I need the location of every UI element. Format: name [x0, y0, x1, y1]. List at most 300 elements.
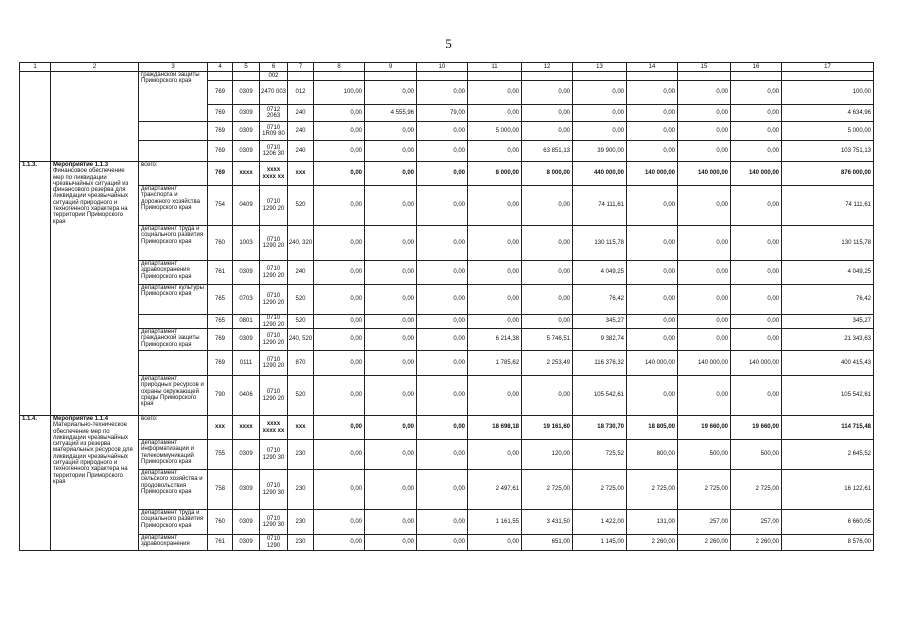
value-cell: 0,00: [522, 122, 573, 141]
table-row: [20, 440, 874, 470]
executor-cell: гражданской защиты Приморского края: [139, 72, 208, 122]
code-cell: 769: [208, 162, 233, 186]
value-cell: 8 576,00: [782, 535, 874, 551]
value-cell: 0,00: [314, 351, 365, 376]
value-cell: 0,00: [417, 81, 468, 105]
column-header: 3: [139, 63, 208, 72]
value-cell: 0,00: [731, 261, 782, 285]
value-cell: 0,00: [417, 122, 468, 141]
value-cell: 0,00: [678, 122, 731, 141]
code-cell: 754: [208, 186, 233, 226]
value-cell: 21 343,63: [782, 329, 874, 351]
value-cell: 0,00: [468, 81, 522, 105]
executor-cell: департамент здравоохранения Приморского края: [139, 261, 208, 285]
table-row: [20, 470, 874, 510]
value-cell: 0,00: [314, 105, 365, 122]
value-cell: 0,00: [522, 315, 573, 329]
value-cell: 0,00: [365, 351, 417, 376]
executor-cell: всего:: [139, 416, 208, 440]
code-cell: 1003: [233, 226, 260, 261]
code-cell: 769: [208, 122, 233, 141]
code-cell: 0710 1290 20: [260, 186, 288, 226]
value-cell: 0,00: [314, 510, 365, 535]
value-cell: 0,00: [365, 440, 417, 470]
value-cell: 0,00: [417, 470, 468, 510]
value-cell: 0,00: [365, 329, 417, 351]
code-cell: 760: [208, 510, 233, 535]
code-cell: 0309: [233, 329, 260, 351]
value-cell: 0,00: [731, 105, 782, 122]
code-cell: 0406: [233, 376, 260, 416]
value-cell: 0,00: [365, 186, 417, 226]
value-cell: 0,00: [468, 440, 522, 470]
value-cell: 0,00: [365, 470, 417, 510]
code-cell: 0309: [233, 141, 260, 162]
code-cell: 761: [208, 535, 233, 551]
table-row: [20, 510, 874, 535]
value-cell: 0,00: [573, 81, 627, 105]
value-cell: 345,27: [782, 315, 874, 329]
code-cell: 0710 1290 20: [260, 315, 288, 329]
value-cell: 103 751,13: [782, 141, 874, 162]
value-cell: 0,00: [417, 535, 468, 551]
code-cell: 0703: [233, 285, 260, 315]
table-row: [20, 329, 874, 351]
value-cell: 0,00: [468, 261, 522, 285]
table-row: [20, 122, 874, 141]
value-cell: [417, 72, 468, 81]
table-row: [20, 376, 874, 416]
value-cell: 0,00: [678, 141, 731, 162]
column-header: 8: [314, 63, 365, 72]
value-cell: 345,27: [573, 315, 627, 329]
executor-cell: департамент транспорта и дорожного хозяйства Приморского края: [139, 186, 208, 226]
executor-cell: всего:: [139, 162, 208, 186]
code-cell: 0710 1290 20: [260, 376, 288, 416]
value-cell: 0,00: [731, 186, 782, 226]
code-cell: 0710 1290 20: [260, 285, 288, 315]
code-cell: 0409: [233, 186, 260, 226]
value-cell: 2 260,00: [678, 535, 731, 551]
value-cell: 0,00: [627, 226, 678, 261]
executor-cell: департамент информатизации и телекоммуникаций Приморского края: [139, 440, 208, 470]
code-cell: 240, 520: [288, 329, 314, 351]
code-cell: 230: [288, 535, 314, 551]
value-cell: 2 260,00: [627, 535, 678, 551]
value-cell: 0,00: [314, 162, 365, 186]
code-cell: 240, 320: [288, 226, 314, 261]
value-cell: 0,00: [417, 376, 468, 416]
value-cell: 0,00: [417, 226, 468, 261]
code-cell: 0710 1290 20: [260, 329, 288, 351]
code-cell: 769: [208, 351, 233, 376]
value-cell: 257,00: [731, 510, 782, 535]
value-cell: 0,00: [627, 329, 678, 351]
value-cell: 0,00: [627, 141, 678, 162]
measure-cell: [51, 72, 139, 162]
code-cell: ххх: [288, 416, 314, 440]
code-cell: 758: [208, 470, 233, 510]
value-cell: 0,00: [573, 122, 627, 141]
value-cell: 0,00: [314, 141, 365, 162]
value-cell: 9 382,74: [573, 329, 627, 351]
value-cell: 76,42: [573, 285, 627, 315]
value-cell: 0,00: [417, 510, 468, 535]
value-cell: 0,00: [365, 162, 417, 186]
code-cell: 0710 1R09 80: [260, 122, 288, 141]
value-cell: 0,00: [314, 440, 365, 470]
value-cell: 120,00: [522, 440, 573, 470]
number-cell: [20, 72, 51, 162]
code-cell: 0309: [233, 510, 260, 535]
code-cell: хххх: [233, 416, 260, 440]
column-header: 9: [365, 63, 417, 72]
value-cell: 0,00: [468, 141, 522, 162]
value-cell: 500,00: [731, 440, 782, 470]
value-cell: [627, 72, 678, 81]
value-cell: 16 122,61: [782, 470, 874, 510]
value-cell: 400 415,43: [782, 351, 874, 376]
code-cell: 0309: [233, 440, 260, 470]
value-cell: 19 660,00: [678, 416, 731, 440]
code-cell: 790: [208, 376, 233, 416]
code-cell: 520: [288, 315, 314, 329]
column-header: 15: [678, 63, 731, 72]
value-cell: 2 725,00: [678, 470, 731, 510]
code-cell: 755: [208, 440, 233, 470]
column-number-row: [20, 63, 874, 72]
value-cell: 2 725,00: [573, 470, 627, 510]
value-cell: [314, 72, 365, 81]
code-cell: 0309: [233, 261, 260, 285]
code-cell: 240: [288, 105, 314, 122]
value-cell: 0,00: [468, 315, 522, 329]
value-cell: 0,00: [627, 315, 678, 329]
column-header: 7: [288, 63, 314, 72]
code-cell: 002: [260, 72, 288, 81]
column-header: 16: [731, 63, 782, 72]
measure-description: [51, 416, 139, 551]
value-cell: 0,00: [417, 141, 468, 162]
value-cell: 0,00: [678, 376, 731, 416]
value-cell: 76,42: [782, 285, 874, 315]
code-cell: 769: [208, 105, 233, 122]
code-cell: [208, 72, 233, 81]
measure-number: 1.1.3.: [20, 162, 51, 416]
code-cell: 0712 2063: [260, 105, 288, 122]
code-cell: 769: [208, 141, 233, 162]
code-cell: 0309: [233, 122, 260, 141]
code-cell: 240: [288, 141, 314, 162]
column-header: 13: [573, 63, 627, 72]
value-cell: 0,00: [522, 81, 573, 105]
value-cell: 140 000,00: [627, 162, 678, 186]
value-cell: 0,00: [314, 186, 365, 226]
executor-cell: департамент сельского хозяйства и продовольствия Приморского края: [139, 470, 208, 510]
value-cell: 0,00: [417, 162, 468, 186]
value-cell: 4 634,96: [782, 105, 874, 122]
value-cell: 3 431,50: [522, 510, 573, 535]
value-cell: 0,00: [522, 261, 573, 285]
value-cell: 79,00: [417, 105, 468, 122]
value-cell: 1 161,55: [468, 510, 522, 535]
code-cell: 769: [208, 81, 233, 105]
value-cell: 0,00: [365, 81, 417, 105]
value-cell: 4 049,25: [573, 261, 627, 285]
value-cell: 0,00: [627, 261, 678, 285]
value-cell: 0,00: [365, 261, 417, 285]
code-cell: 0710 1290 30: [260, 510, 288, 535]
executor-cell: департамент гражданской защиты Приморского края: [139, 329, 208, 351]
value-cell: 5 746,51: [522, 329, 573, 351]
measure-text: Материально-техническое обеспечение мер по ликвидации чрезвычайных ситуаций из резерва материальных ресурсов для ликвидации чрезвычайных ситуаций природного и техногенного характера на территории Приморского края: [53, 422, 133, 485]
value-cell: 0,00: [627, 186, 678, 226]
value-cell: 74 111,61: [573, 186, 627, 226]
value-cell: 0,00: [314, 122, 365, 141]
measure-title: Мероприятие 1.1.4: [53, 416, 109, 422]
value-cell: 140 000,00: [627, 351, 678, 376]
table-row: [20, 351, 874, 376]
value-cell: 0,00: [731, 329, 782, 351]
value-cell: 725,52: [573, 440, 627, 470]
value-cell: 0,00: [417, 261, 468, 285]
code-cell: 870: [288, 351, 314, 376]
code-cell: 0710 1290 30: [260, 470, 288, 510]
value-cell: 140 000,00: [731, 351, 782, 376]
value-cell: [365, 72, 417, 81]
executor-cell: [139, 315, 208, 329]
value-cell: 140 000,00: [678, 162, 731, 186]
column-header: 10: [417, 63, 468, 72]
value-cell: 0,00: [468, 285, 522, 315]
code-cell: 230: [288, 510, 314, 535]
executor-cell: [139, 141, 208, 162]
value-cell: 2 725,00: [731, 470, 782, 510]
value-cell: [731, 72, 782, 81]
table-row: [20, 141, 874, 162]
value-cell: 0,00: [522, 105, 573, 122]
value-cell: 0,00: [731, 122, 782, 141]
value-cell: 4 555,96: [365, 105, 417, 122]
value-cell: 2 645,52: [782, 440, 874, 470]
value-cell: 651,00: [522, 535, 573, 551]
value-cell: 0,00: [468, 105, 522, 122]
value-cell: 0,00: [468, 226, 522, 261]
value-cell: [522, 72, 573, 81]
value-cell: 0,00: [573, 105, 627, 122]
column-header: 4: [208, 63, 233, 72]
executor-cell: департамент здравоохранения: [139, 535, 208, 551]
value-cell: 0,00: [417, 351, 468, 376]
code-cell: 0710 1290 20: [260, 351, 288, 376]
column-header: 1: [20, 63, 51, 72]
value-cell: 0,00: [731, 315, 782, 329]
value-cell: 4 049,25: [782, 261, 874, 285]
code-cell: 520: [288, 186, 314, 226]
value-cell: 0,00: [365, 416, 417, 440]
value-cell: 0,00: [627, 376, 678, 416]
value-cell: 19 660,00: [731, 416, 782, 440]
code-cell: 761: [208, 261, 233, 285]
code-cell: ххх: [208, 416, 233, 440]
code-cell: [233, 72, 260, 81]
value-cell: 500,00: [678, 440, 731, 470]
code-cell: 769: [208, 329, 233, 351]
executor-cell: департамент культуры Приморского края: [139, 285, 208, 315]
column-header: 14: [627, 63, 678, 72]
table-row: [20, 261, 874, 285]
value-cell: 18 730,70: [573, 416, 627, 440]
code-cell: 0309: [233, 81, 260, 105]
value-cell: [782, 72, 874, 81]
value-cell: 0,00: [627, 81, 678, 105]
value-cell: 18 698,18: [468, 416, 522, 440]
measure-text: Финансовое обеспечение мер по ликвидации чрезвычайных ситуаций из финансового резерва для ликвидации чрезвычайных ситуаций природного и техногенного характера на территории Приморского края: [53, 168, 129, 225]
value-cell: 0,00: [678, 81, 731, 105]
value-cell: 0,00: [365, 285, 417, 315]
value-cell: 8 000,00: [522, 162, 573, 186]
code-cell: 240: [288, 261, 314, 285]
value-cell: 0,00: [522, 186, 573, 226]
value-cell: 5 000,00: [468, 122, 522, 141]
value-cell: 0,00: [314, 470, 365, 510]
value-cell: 63 851,13: [522, 141, 573, 162]
value-cell: 0,00: [731, 81, 782, 105]
code-cell: [288, 72, 314, 81]
executor-cell: [139, 351, 208, 376]
value-cell: 2 725,00: [522, 470, 573, 510]
value-cell: 0,00: [678, 186, 731, 226]
value-cell: 140 000,00: [731, 162, 782, 186]
column-header: 6: [260, 63, 288, 72]
value-cell: 116 376,32: [573, 351, 627, 376]
code-cell: 520: [288, 376, 314, 416]
value-cell: 1 145,00: [573, 535, 627, 551]
column-header: 12: [522, 63, 573, 72]
value-cell: 0,00: [678, 226, 731, 261]
value-cell: 0,00: [678, 261, 731, 285]
value-cell: 2 497,61: [468, 470, 522, 510]
value-cell: 0,00: [365, 535, 417, 551]
value-cell: 0,00: [314, 416, 365, 440]
table-row: [20, 285, 874, 315]
value-cell: 0,00: [678, 285, 731, 315]
value-cell: 0,00: [522, 226, 573, 261]
value-cell: 0,00: [417, 440, 468, 470]
code-cell: 0710 1290 20: [260, 226, 288, 261]
measure-number: 1.1.4.: [20, 416, 51, 551]
executor-cell: [139, 122, 208, 141]
code-cell: 520: [288, 285, 314, 315]
column-header: 2: [51, 63, 139, 72]
value-cell: 876 000,00: [782, 162, 874, 186]
value-cell: 0,00: [314, 535, 365, 551]
table-row: [20, 72, 874, 81]
value-cell: 0,00: [417, 315, 468, 329]
value-cell: 0,00: [678, 105, 731, 122]
value-cell: 0,00: [731, 285, 782, 315]
code-cell: 0710 1290 30: [260, 440, 288, 470]
value-cell: 0,00: [417, 416, 468, 440]
value-cell: 74 111,61: [782, 186, 874, 226]
value-cell: 8 000,00: [468, 162, 522, 186]
value-cell: 0,00: [314, 376, 365, 416]
code-cell: хххх хххх хх: [260, 162, 288, 186]
value-cell: 0,00: [314, 329, 365, 351]
value-cell: 130 115,78: [573, 226, 627, 261]
value-cell: 0,00: [365, 510, 417, 535]
value-cell: 0,00: [417, 285, 468, 315]
value-cell: 800,00: [627, 440, 678, 470]
column-header: 11: [468, 63, 522, 72]
measure-title: Мероприятие 1.1.3: [53, 162, 109, 168]
value-cell: 0,00: [731, 226, 782, 261]
value-cell: 131,00: [627, 510, 678, 535]
code-cell: ххх: [288, 162, 314, 186]
page-number: 5: [445, 36, 452, 51]
value-cell: 0,00: [417, 329, 468, 351]
table-row: [20, 162, 874, 186]
measure-description: [51, 162, 139, 416]
executor-cell: департамент труда и социального развития Приморского края: [139, 226, 208, 261]
value-cell: 130 115,78: [782, 226, 874, 261]
code-cell: 240: [288, 122, 314, 141]
code-cell: 0710 1290: [260, 535, 288, 551]
column-header: 17: [782, 63, 874, 72]
value-cell: 114 715,48: [782, 416, 874, 440]
value-cell: 0,00: [468, 186, 522, 226]
value-cell: 0,00: [314, 315, 365, 329]
code-cell: хххх: [233, 162, 260, 186]
code-cell: 0710 1206 30: [260, 141, 288, 162]
value-cell: 39 900,00: [573, 141, 627, 162]
value-cell: 0,00: [314, 285, 365, 315]
code-cell: 012: [288, 81, 314, 105]
code-cell: 0309: [233, 105, 260, 122]
code-cell: 0801: [233, 315, 260, 329]
value-cell: 2 260,00: [731, 535, 782, 551]
value-cell: 0,00: [365, 226, 417, 261]
value-cell: 18 805,00: [627, 416, 678, 440]
code-cell: 765: [208, 315, 233, 329]
value-cell: 0,00: [522, 285, 573, 315]
value-cell: 0,00: [627, 285, 678, 315]
code-cell: 760: [208, 226, 233, 261]
code-cell: 2470 003: [260, 81, 288, 105]
value-cell: 2 725,00: [627, 470, 678, 510]
value-cell: 6 660,05: [782, 510, 874, 535]
value-cell: 0,00: [678, 315, 731, 329]
code-cell: 0309: [233, 535, 260, 551]
value-cell: 1 422,00: [573, 510, 627, 535]
value-cell: 0,00: [314, 226, 365, 261]
value-cell: 0,00: [627, 122, 678, 141]
code-cell: 0710 1290 20: [260, 261, 288, 285]
value-cell: 5 000,00: [782, 122, 874, 141]
value-cell: 19 161,60: [522, 416, 573, 440]
code-cell: 765: [208, 285, 233, 315]
value-cell: 0,00: [522, 376, 573, 416]
value-cell: [468, 72, 522, 81]
value-cell: 0,00: [731, 141, 782, 162]
value-cell: 100,00: [782, 81, 874, 105]
value-cell: 0,00: [678, 329, 731, 351]
executor-cell: департамент труда и социального развития Приморского края: [139, 510, 208, 535]
value-cell: 0,00: [365, 315, 417, 329]
code-cell: 0111: [233, 351, 260, 376]
table-row: [20, 186, 874, 226]
table-row: [20, 226, 874, 261]
